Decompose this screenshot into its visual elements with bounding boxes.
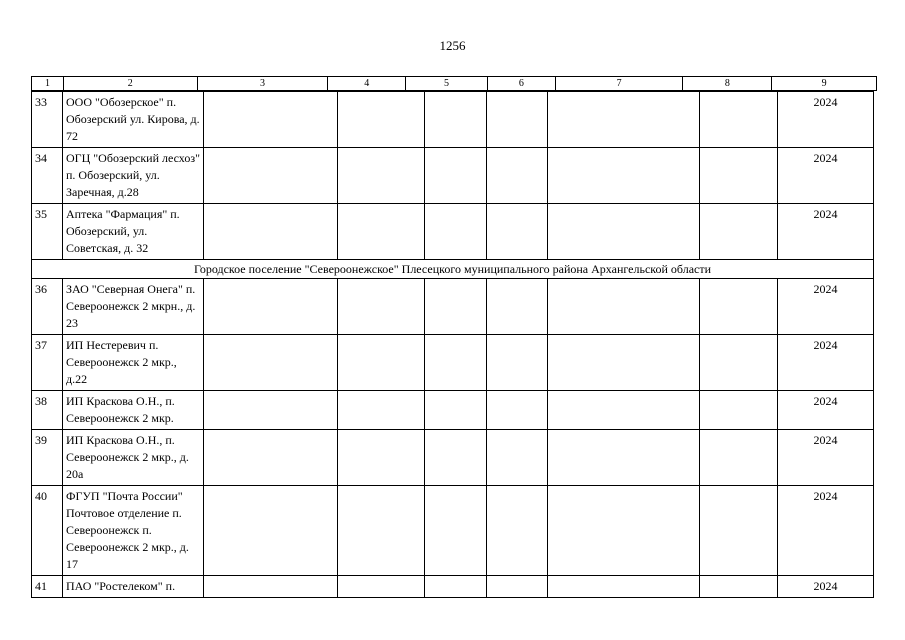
empty-cell [700, 204, 778, 260]
empty-cell [204, 279, 338, 335]
empty-cell [425, 92, 487, 148]
section-title: Городское поселение "Североонежское" Плесецкого муниципального района Архангельской области [32, 260, 874, 279]
table-row [32, 279, 874, 335]
year-cell: 2024 [778, 335, 874, 391]
empty-cell [487, 204, 548, 260]
row-number: 40 [32, 486, 63, 576]
empty-cell [548, 335, 700, 391]
page-number: 1256 [439, 38, 466, 53]
organization-cell: ИП Нестеревич п. Североонежск 2 мкр., д.22 [63, 335, 204, 391]
empty-cell [700, 576, 778, 598]
column-header-2: 2 [64, 77, 198, 90]
empty-cell [425, 486, 487, 576]
empty-cell [338, 486, 425, 576]
column-header-7: 7 [556, 77, 684, 90]
table-row [32, 486, 874, 576]
organization-cell: ОГЦ "Обозерский лесхоз" п. Обозерский, ул. Заречная, д.28 [63, 148, 204, 204]
empty-cell [338, 204, 425, 260]
data-table [31, 91, 874, 598]
empty-cell [338, 335, 425, 391]
empty-cell [425, 204, 487, 260]
year-cell: 2024 [778, 430, 874, 486]
row-number: 37 [32, 335, 63, 391]
empty-cell [700, 148, 778, 204]
empty-cell [338, 391, 425, 430]
empty-cell [204, 391, 338, 430]
empty-cell [338, 576, 425, 598]
empty-cell [487, 279, 548, 335]
column-header-row [31, 76, 877, 91]
table-row [32, 204, 874, 260]
empty-cell [425, 391, 487, 430]
organization-cell: ИП Краскова О.Н., п. Североонежск 2 мкр., д. 20а [63, 430, 204, 486]
empty-cell [487, 391, 548, 430]
empty-cell [700, 391, 778, 430]
empty-cell [425, 576, 487, 598]
empty-cell [487, 148, 548, 204]
year-cell: 2024 [778, 391, 874, 430]
year-cell: 2024 [778, 204, 874, 260]
empty-cell [338, 430, 425, 486]
column-header-1: 1 [32, 77, 64, 90]
empty-cell [700, 430, 778, 486]
table-row [32, 576, 874, 598]
empty-cell [204, 430, 338, 486]
empty-cell [338, 279, 425, 335]
empty-cell [487, 335, 548, 391]
organization-cell: Аптека "Фармация" п. Обозерский, ул. Советская, д. 32 [63, 204, 204, 260]
row-number: 41 [32, 576, 63, 598]
empty-cell [425, 335, 487, 391]
section-header-row [32, 260, 874, 279]
empty-cell [204, 576, 338, 598]
empty-cell [700, 92, 778, 148]
empty-cell [487, 576, 548, 598]
empty-cell [338, 148, 425, 204]
table-row [32, 430, 874, 486]
empty-cell [425, 279, 487, 335]
empty-cell [425, 148, 487, 204]
year-cell: 2024 [778, 486, 874, 576]
column-header-8: 8 [683, 77, 772, 90]
empty-cell [700, 486, 778, 576]
row-number: 36 [32, 279, 63, 335]
table-row [32, 391, 874, 430]
row-number: 34 [32, 148, 63, 204]
year-cell: 2024 [778, 576, 874, 598]
empty-cell [338, 92, 425, 148]
empty-cell [204, 92, 338, 148]
empty-cell [548, 204, 700, 260]
empty-cell [700, 335, 778, 391]
year-cell: 2024 [778, 92, 874, 148]
empty-cell [548, 576, 700, 598]
organization-cell: ООО "Обозерское" п. Обозерский ул. Кирова, д. 72 [63, 92, 204, 148]
empty-cell [204, 486, 338, 576]
column-header-6: 6 [488, 77, 556, 90]
table-row [32, 92, 874, 148]
organization-cell: ЗАО "Северная Онега" п. Североонежск 2 мкрн., д. 23 [63, 279, 204, 335]
empty-cell [204, 335, 338, 391]
column-header-3: 3 [198, 77, 329, 90]
table-row [32, 148, 874, 204]
row-number: 38 [32, 391, 63, 430]
empty-cell [548, 486, 700, 576]
row-number: 39 [32, 430, 63, 486]
empty-cell [204, 204, 338, 260]
empty-cell [204, 148, 338, 204]
table-row [32, 335, 874, 391]
empty-cell [487, 486, 548, 576]
column-header-5: 5 [406, 77, 488, 90]
year-cell: 2024 [778, 148, 874, 204]
empty-cell [487, 92, 548, 148]
empty-cell [548, 92, 700, 148]
empty-cell [700, 279, 778, 335]
column-header-9: 9 [821, 78, 827, 89]
empty-cell [425, 430, 487, 486]
column-header-4: 4 [328, 77, 406, 90]
year-cell: 2024 [778, 279, 874, 335]
empty-cell [548, 391, 700, 430]
organization-cell: ФГУП "Почта России" Почтовое отделение п. Североонежск п. Североонежск 2 мкр., д. 17 [63, 486, 204, 576]
empty-cell [487, 430, 548, 486]
empty-cell [548, 279, 700, 335]
row-number: 35 [32, 204, 63, 260]
row-number: 33 [32, 92, 63, 148]
organization-cell: ПАО "Ростелеком" п. [63, 576, 204, 598]
empty-cell [548, 148, 700, 204]
organization-cell: ИП Краскова О.Н., п. Североонежск 2 мкр. [63, 391, 204, 430]
empty-cell [548, 430, 700, 486]
